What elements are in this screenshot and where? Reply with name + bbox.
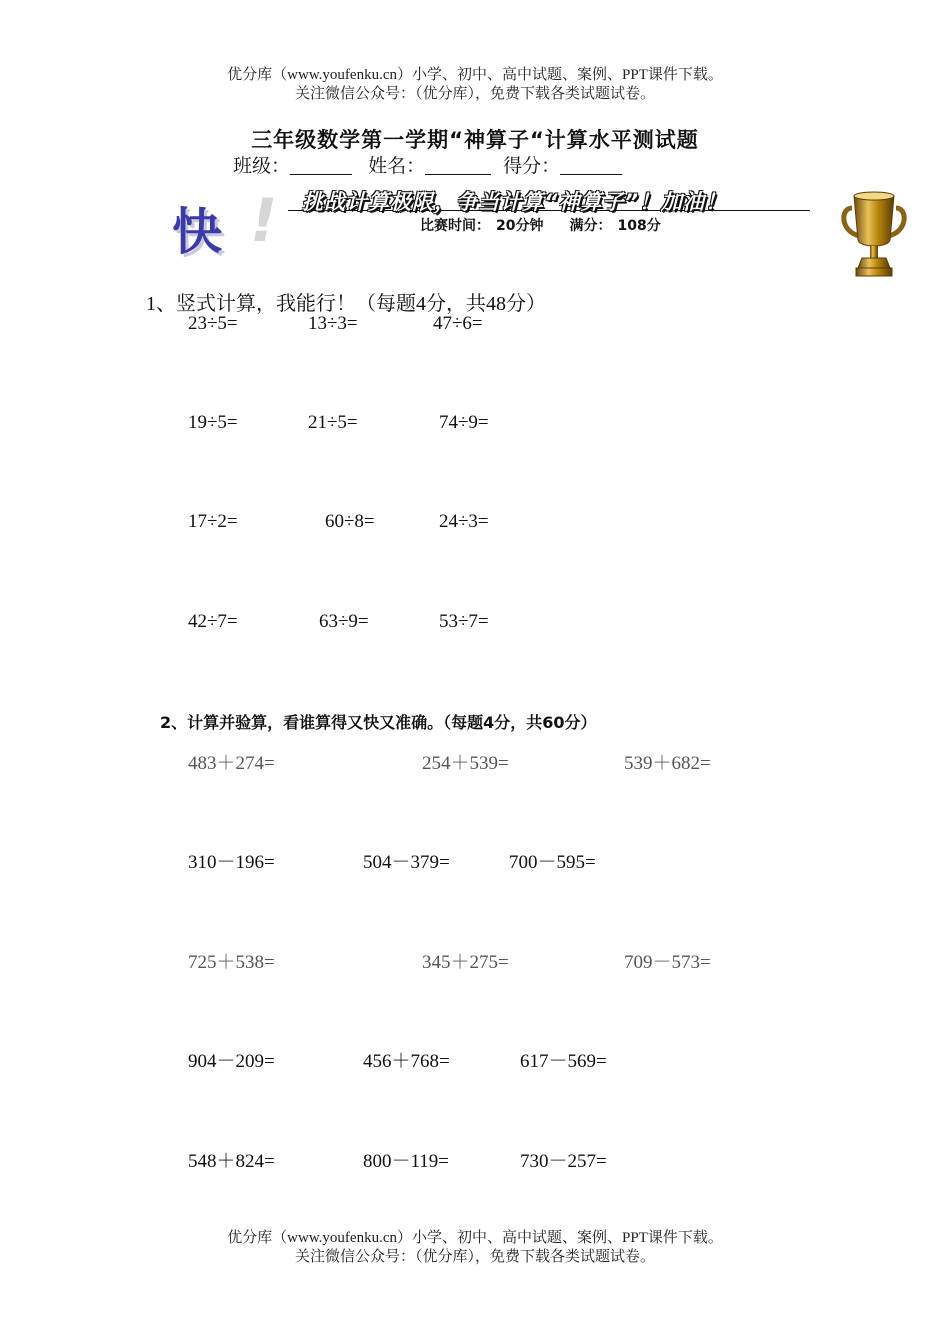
problem: 13÷3= (308, 313, 358, 334)
problem: 53÷7= (439, 611, 489, 632)
problem: 700－595= (509, 852, 596, 873)
problem: 730－257= (520, 1151, 607, 1172)
problem: 539＋682= (624, 753, 711, 774)
header-line-2: 关注微信公众号：（优分库），免费下载各类试题试卷。 (294, 86, 655, 102)
footer-line-2: 关注微信公众号：（优分库），免费下载各类试题试卷。 (294, 1249, 655, 1265)
info-line (233, 151, 622, 178)
section-2-heading: 2、计算并验算，看谁算得又快又准确。（每题4分，共60分） (160, 713, 597, 732)
fast-char: 快 (172, 203, 222, 261)
problem: 904－209= (188, 1051, 275, 1072)
score-label: 得分： (503, 155, 561, 177)
problem: 617－569= (520, 1051, 607, 1072)
problem: 23÷5= (188, 313, 238, 334)
fast-logo-icon (172, 186, 292, 262)
time-value: 20分钟 (496, 218, 544, 234)
name-blank[interactable] (425, 156, 491, 175)
fast-exclaim: ! (250, 186, 278, 256)
page-title: 三年级数学第一学期“神算子“计算水平测试题 (251, 128, 699, 152)
footer-line-1: 优分库（www.youfenku.cn）小学、初中、高中试题、案例、PPT课件下载。 (227, 1230, 723, 1246)
trophy-icon (838, 188, 910, 282)
header-line-1: 优分库（www.youfenku.cn）小学、初中、高中试题、案例、PPT课件下载。 (227, 67, 723, 83)
problem: 42÷7= (188, 611, 238, 632)
problem: 254＋539= (422, 753, 509, 774)
time-label: 比赛时间： (420, 218, 490, 234)
class-label: 班级： (233, 155, 291, 177)
problem: 17÷2= (188, 511, 238, 532)
problem: 725＋538= (188, 952, 275, 973)
problem: 548＋824= (188, 1151, 275, 1172)
problem: 456＋768= (363, 1051, 450, 1072)
full-score-label: 满分： (569, 218, 612, 234)
problem: 483＋274= (188, 753, 275, 774)
problem: 800－119= (363, 1151, 450, 1172)
problem: 709－573= (624, 952, 711, 973)
score-blank[interactable] (560, 156, 622, 175)
slogan-text: 挑战计算极限，争当计算“神算子”！加油！ (302, 190, 728, 214)
problem: 19÷5= (188, 412, 238, 433)
problem: 47÷6= (433, 313, 483, 334)
full-score-value: 108分 (617, 218, 661, 234)
section-1-heading: 1、竖式计算，我能行！（每题4分，共48分） (146, 293, 546, 315)
name-label: 姓名： (368, 155, 426, 177)
problem: 345＋275= (422, 952, 509, 973)
problem: 504－379= (363, 852, 450, 873)
problem: 60÷8= (325, 511, 375, 532)
problem: 74÷9= (439, 412, 489, 433)
problem: 310－196= (188, 852, 275, 873)
problem: 21÷5= (308, 412, 358, 433)
problem: 63÷9= (319, 611, 369, 632)
contest-meta (420, 215, 667, 235)
slogan-banner (288, 186, 810, 212)
class-blank[interactable] (290, 156, 352, 175)
problem: 24÷3= (439, 511, 489, 532)
